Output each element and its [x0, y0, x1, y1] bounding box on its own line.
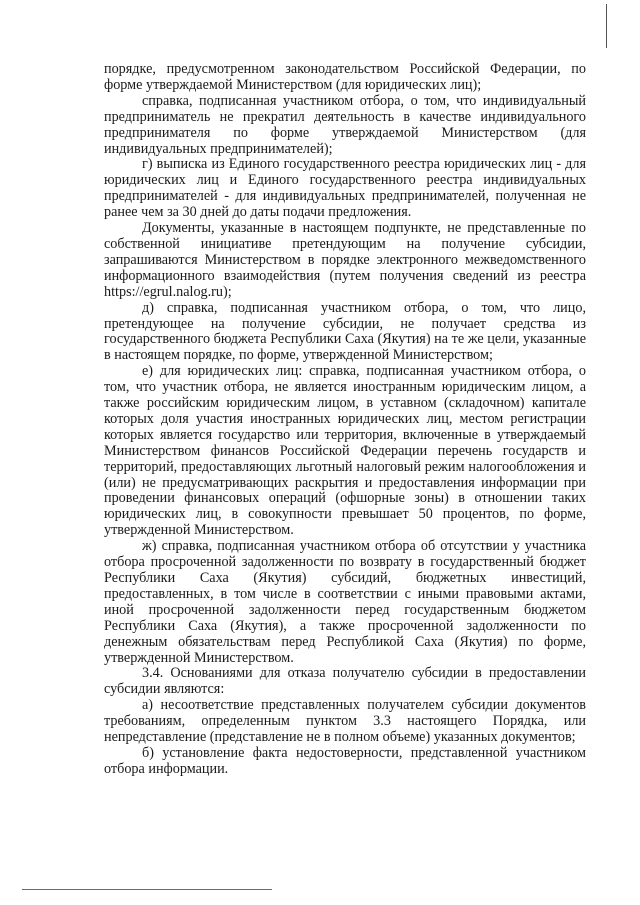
- paragraph-a-noncompliance: а) несоответствие представленных получателем субсидии документов требованиям, определенным пунктом 3.3 настоящего Порядка, или непредставление (представление не в полном объеме) указанных документов;: [104, 697, 586, 746]
- paragraph-continuation: порядке, предусмотренном законодательством Российской Федерации, по форме утверждаемой Министерством (для юридических лиц);: [104, 61, 586, 93]
- paragraph-d-certificate: д) справка, подписанная участником отбора, о том, что лицо, претендующее на получение субсидии, не получает средства из государственного бюджета Республики Саха (Якутия) на те же цели, указанные в настоящем порядке, по форме, утвержденной Министерством;: [104, 299, 586, 364]
- paragraph-g-registry-extract: г) выписка из Единого государственного реестра юридических лиц - для юридических лиц и Единого государственного реестра индивидуальных предпринимателей - для индивидуальных предпринимателей, полученная не ранее чем за 30 дней до даты подачи предложения.: [104, 156, 586, 221]
- paragraph-zh-no-debt: ж) справка, подписанная участником отбора об отсутствии у участника отбора просроченной задолженности по возврату в государственный бюджет Республики Саха (Якутия) субсидий, бюджетных инвестиций, предоставленных, в том числе в соответствии с иными правовыми актами, иной просроченной задолженности перед государственным бюджетом Республики Саха (Якутия), а также просроченной задолженности по денежным обязательствам перед Республикой Саха (Якутия) по форме, утвержденной Министерством.: [104, 538, 586, 666]
- paragraph-3-4-refusal-grounds: 3.4. Основаниями для отказа получателю субсидии в предоставлении субсидии являются:: [104, 665, 586, 698]
- paragraph-ip-certificate: справка, подписанная участником отбора, о том, что индивидуальный предприниматель не прекратил деятельность в качестве индивидуального предпринимателя по форме утверждаемой Министерством (для индивидуальных предпринимателей);: [104, 92, 586, 157]
- paragraph-documents-request: Документы, указанные в настоящем подпункте, не представленные по собственной инициативе претендующим на получение субсидии, запрашиваются Министерством в порядке электронного межведомственного информационного взаимодействия (путем получения сведений из реестра https://egrul.nalog.ru);: [104, 220, 586, 300]
- margin-rule: [606, 4, 607, 48]
- paragraph-e-legal-entities: е) для юридических лиц: справка, подписанная участником отбора, о том, что участник отбора, не является иностранным юридическим лицом, а также российским юридическим лицом, в уставном (складочном) капитале которых доля участия иностранных юридических лиц, местом регистрации которых является государство или территория, включенные в утверждаемый Министерством финансов Российской Федерации перечень государств и территорий, предоставляющих льготный налоговый режим налогообложения и (или) не предусматривающих раскрытия и предоставления информации при проведении финансовых операций (офшорные зоны) в отношении таких юридических лиц, в совокупности превышает 50 процентов, по форме, утвержденной Министерством.: [104, 363, 586, 539]
- footnote-rule: [22, 889, 272, 890]
- paragraph-b-false-information: б) установление факта недостоверности, представленной участником отбора информации.: [104, 744, 586, 777]
- document-body: [104, 62, 586, 778]
